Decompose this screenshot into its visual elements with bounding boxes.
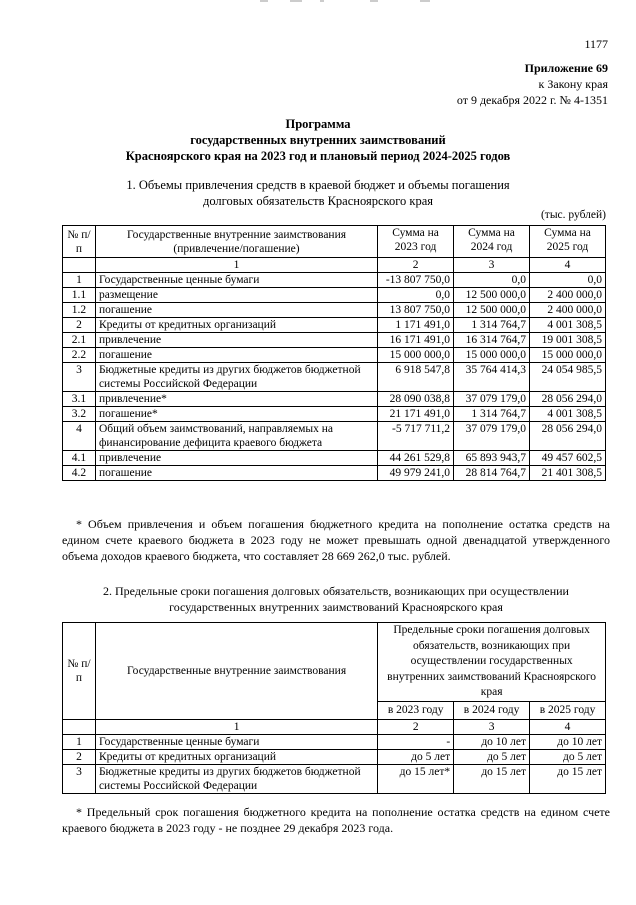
row-name: привлечение xyxy=(95,333,377,348)
row-name: Государственные ценные бумаги xyxy=(95,273,377,288)
row-value-2024: 37 079 179,0 xyxy=(454,392,530,407)
appendix-line-2: от 9 декабря 2022 г. № 4-1351 xyxy=(456,93,608,107)
row-value-2024: до 10 лет xyxy=(454,734,530,749)
row-value-2025: 24 054 985,5 xyxy=(530,363,606,392)
row-number: 2 xyxy=(63,749,96,764)
header-name: Государственные внутренние заимствования (привлечение/погашение) xyxy=(95,226,377,258)
header-2025: Сумма на 2025 год xyxy=(530,226,606,258)
row-number: 2.1 xyxy=(63,333,96,348)
table-row xyxy=(63,273,606,288)
table-header-row xyxy=(63,623,606,702)
table-row xyxy=(63,466,606,481)
row-number: 1.2 xyxy=(63,303,96,318)
column-number: 3 xyxy=(454,719,530,734)
row-name: Бюджетные кредиты из других бюджетов бюджетной системы Российской Федерации xyxy=(95,363,377,392)
header-2024: Сумма на 2024 год xyxy=(454,226,530,258)
header-num: № п/п xyxy=(63,226,96,258)
row-value-2024: 12 500 000,0 xyxy=(454,303,530,318)
column-number: 4 xyxy=(530,258,606,273)
table-row xyxy=(63,764,606,793)
section-1-heading xyxy=(0,177,636,209)
row-value-2023: 15 000 000,0 xyxy=(378,348,454,363)
table-row xyxy=(63,303,606,318)
row-value-2025: до 5 лет xyxy=(530,749,606,764)
row-number: 1 xyxy=(63,734,96,749)
table-row xyxy=(63,348,606,363)
section-1-line-2: долговых обязательств Красноярского края xyxy=(202,194,434,208)
header-num: № п/п xyxy=(63,623,96,720)
row-number: 1 xyxy=(63,273,96,288)
borrowing-volumes-body xyxy=(63,273,606,481)
row-name: Бюджетные кредиты из других бюджетов бюджетной системы Российской Федерации xyxy=(95,764,377,793)
appendix-title: Приложение 69 xyxy=(524,61,608,75)
row-name: Общий объем заимствований, направляемых на финансирование дефицита краевого бюджета xyxy=(95,422,377,451)
row-value-2024: 0,0 xyxy=(454,273,530,288)
row-name: Кредиты от кредитных организаций xyxy=(95,318,377,333)
header-term-group: Предельные сроки погашения долговых обязательств, возникающих при осуществлении государственных внутренних заимствований Красноярского края xyxy=(378,623,606,702)
row-value-2025: 21 401 308,5 xyxy=(530,466,606,481)
table-row xyxy=(63,422,606,451)
row-value-2023: 1 171 491,0 xyxy=(378,318,454,333)
units-label: (тыс. рублей) xyxy=(540,209,606,221)
row-value-2024: 65 893 943,7 xyxy=(454,451,530,466)
row-value-2024: 1 314 764,7 xyxy=(454,318,530,333)
repayment-terms-body xyxy=(63,734,606,793)
row-value-2024: 12 500 000,0 xyxy=(454,288,530,303)
row-name: погашение xyxy=(95,466,377,481)
row-value-2023: 28 090 038,8 xyxy=(378,392,454,407)
row-number: 4.2 xyxy=(63,466,96,481)
row-value-2025: 0,0 xyxy=(530,273,606,288)
row-value-2025: до 15 лет xyxy=(530,764,606,793)
row-value-2023: 6 918 547,8 xyxy=(378,363,454,392)
title-line-2: государственных внутренних заимствований xyxy=(190,133,446,147)
row-value-2023: 21 171 491,0 xyxy=(378,407,454,422)
row-value-2025: 4 001 308,5 xyxy=(530,318,606,333)
page-number: 1177 xyxy=(584,37,608,51)
table-row xyxy=(63,363,606,392)
row-number: 3 xyxy=(63,363,96,392)
row-value-2025: 4 001 308,5 xyxy=(530,407,606,422)
row-number: 2.2 xyxy=(63,348,96,363)
table-row xyxy=(63,749,606,764)
row-name: погашение xyxy=(95,303,377,318)
table-header-row xyxy=(63,226,606,258)
row-name: Кредиты от кредитных организаций xyxy=(95,749,377,764)
repayment-terms-table xyxy=(62,622,606,794)
table-row xyxy=(63,288,606,303)
row-value-2024: 16 314 764,7 xyxy=(454,333,530,348)
row-value-2024: до 15 лет xyxy=(454,764,530,793)
table-row xyxy=(63,318,606,333)
appendix-line-1: к Закону края xyxy=(538,77,608,91)
row-value-2025: 15 000 000,0 xyxy=(530,348,606,363)
column-number: 2 xyxy=(378,258,454,273)
section-2-footnote: * Предельный срок погашения бюджетного кредита на пополнение остатка средств на едином счете краевого бюджета в 2023 году - не позднее 29 декабря 2023 года. xyxy=(62,805,610,835)
row-value-2024: 35 764 414,3 xyxy=(454,363,530,392)
row-value-2025: 49 457 602,5 xyxy=(530,451,606,466)
table-row xyxy=(63,451,606,466)
row-value-2023: 49 979 241,0 xyxy=(378,466,454,481)
table-row xyxy=(63,407,606,422)
column-number-row xyxy=(63,719,606,734)
row-name: погашение xyxy=(95,348,377,363)
row-name: Государственные ценные бумаги xyxy=(95,734,377,749)
row-number: 3.2 xyxy=(63,407,96,422)
column-number-empty xyxy=(63,258,96,273)
row-number: 1.1 xyxy=(63,288,96,303)
row-value-2023: 44 261 529,8 xyxy=(378,451,454,466)
row-number: 4 xyxy=(63,422,96,451)
row-value-2025: 2 400 000,0 xyxy=(530,303,606,318)
row-value-2025: 28 056 294,0 xyxy=(530,392,606,407)
scan-edge-marks xyxy=(260,0,460,3)
header-2025: в 2025 году xyxy=(530,701,606,719)
row-number: 3 xyxy=(63,764,96,793)
row-number: 3.1 xyxy=(63,392,96,407)
column-number: 4 xyxy=(530,719,606,734)
header-2023: в 2023 году xyxy=(378,701,454,719)
row-value-2025: 28 056 294,0 xyxy=(530,422,606,451)
column-number: 3 xyxy=(454,258,530,273)
row-name: привлечение* xyxy=(95,392,377,407)
row-value-2024: 15 000 000,0 xyxy=(454,348,530,363)
table-row xyxy=(63,734,606,749)
row-value-2024: 37 079 179,0 xyxy=(454,422,530,451)
table-row xyxy=(63,333,606,348)
column-number: 1 xyxy=(95,258,377,273)
row-value-2024: до 5 лет xyxy=(454,749,530,764)
row-name: привлечение xyxy=(95,451,377,466)
table-row xyxy=(63,392,606,407)
row-value-2023: 16 171 491,0 xyxy=(378,333,454,348)
column-number-empty xyxy=(63,719,96,734)
row-value-2025: до 10 лет xyxy=(530,734,606,749)
header-name: Государственные внутренние заимствования xyxy=(95,623,377,720)
row-name: погашение* xyxy=(95,407,377,422)
row-value-2023: -5 717 711,2 xyxy=(378,422,454,451)
document-title xyxy=(0,116,636,164)
row-value-2023: 13 807 750,0 xyxy=(378,303,454,318)
section-2-heading: 2. Предельные сроки погашения долговых обязательств, возникающих при осуществлении государственных внутренних заимствований Красноярского края xyxy=(103,584,569,614)
column-number: 1 xyxy=(95,719,377,734)
row-value-2025: 19 001 308,5 xyxy=(530,333,606,348)
row-name: размещение xyxy=(95,288,377,303)
row-value-2023: -13 807 750,0 xyxy=(378,273,454,288)
row-value-2025: 2 400 000,0 xyxy=(530,288,606,303)
row-value-2024: 1 314 764,7 xyxy=(454,407,530,422)
header-2024: в 2024 году xyxy=(454,701,530,719)
column-number-row xyxy=(63,258,606,273)
row-value-2023: до 15 лет* xyxy=(378,764,454,793)
appendix-block xyxy=(457,60,608,108)
title-line-1: Программа xyxy=(285,117,351,131)
header-2023: Сумма на 2023 год xyxy=(378,226,454,258)
row-value-2024: 28 814 764,7 xyxy=(454,466,530,481)
row-value-2023: - xyxy=(378,734,454,749)
title-line-3: Красноярского края на 2023 год и плановый период 2024-2025 годов xyxy=(125,149,511,163)
row-number: 2 xyxy=(63,318,96,333)
row-value-2023: до 5 лет xyxy=(378,749,454,764)
row-number: 4.1 xyxy=(63,451,96,466)
column-number: 2 xyxy=(378,719,454,734)
borrowing-volumes-table xyxy=(62,225,606,481)
section-1-footnote: * Объем привлечения и объем погашения бюджетного кредита на пополнение остатка средств на едином счете краевого бюджета в 2023 году не может превышать одной двенадцатой утвержденного объема доходов краевого бюджета, что составляет 28 669 262,0 тыс. рублей. xyxy=(62,517,610,563)
section-1-line-1: 1. Объемы привлечения средств в краевой бюджет и объемы погашения xyxy=(126,178,510,192)
row-value-2023: 0,0 xyxy=(378,288,454,303)
